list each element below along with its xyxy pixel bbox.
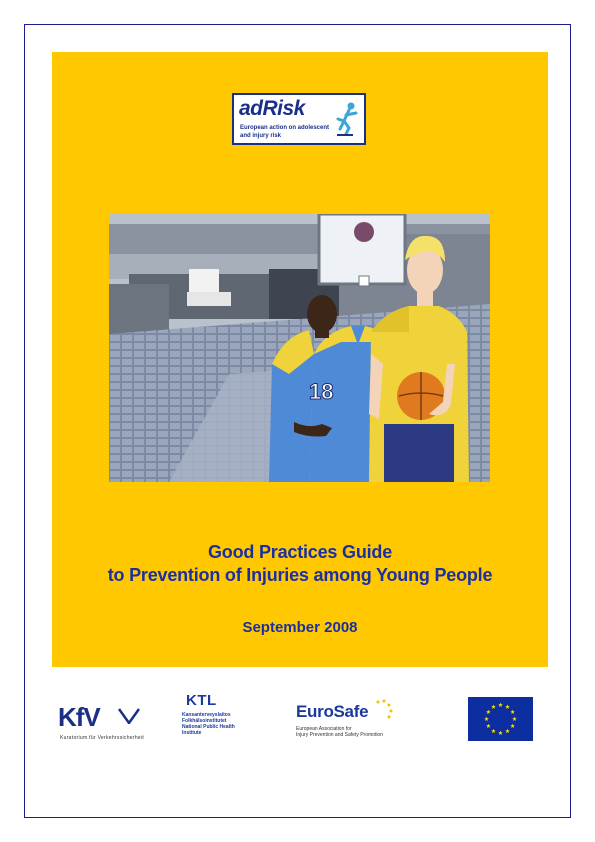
kfv-chevron-icon xyxy=(118,708,140,724)
guide-title xyxy=(52,541,548,587)
publication-date: September 2008 xyxy=(242,619,358,636)
kfv-logo xyxy=(58,702,145,742)
eu-star xyxy=(498,731,503,735)
eu-star xyxy=(491,704,496,708)
kfv-logo-mark: KfV xyxy=(58,702,100,732)
guide-title-line-2: to Prevention of Injuries among Young People xyxy=(107,565,493,585)
guide-title-line-1: Good Practices Guide xyxy=(207,542,393,562)
adrisk-logo xyxy=(232,93,366,145)
cover-panel xyxy=(52,52,548,667)
adrisk-logo-name: adRisk xyxy=(239,97,305,120)
ktl-logo xyxy=(182,692,240,744)
adrisk-logo-tagline: European action on adolescent and injury risk xyxy=(240,125,330,139)
eurosafe-logo-subline: European Association for Injury Prevention and Safety Promotion xyxy=(296,726,383,738)
eu-star xyxy=(510,710,515,714)
eu-star xyxy=(505,729,510,733)
eurosafe-logo-mark: EuroSafe xyxy=(296,702,369,721)
eu-star xyxy=(498,703,503,707)
jersey-number: 18 xyxy=(309,379,334,404)
cover-illustration xyxy=(109,214,490,482)
eu-star xyxy=(510,724,515,728)
eu-star xyxy=(486,724,491,728)
eurosafe-logo xyxy=(294,698,400,742)
eu-star xyxy=(505,704,510,708)
eurosafe-stars-icon xyxy=(372,698,394,724)
ktl-logo-mark: KTL xyxy=(186,692,217,709)
eu-star xyxy=(486,710,491,714)
eu-star xyxy=(484,717,489,721)
street-scene-illustration xyxy=(109,214,490,482)
eu-flag-icon xyxy=(468,697,533,741)
partner-logos xyxy=(0,690,595,750)
ktl-logo-lines: Kansanterveyslaitos Folkhälsoinstitutet National Public Health Institute xyxy=(182,712,235,736)
skateboarder-icon xyxy=(334,101,362,139)
eu-flag-stars xyxy=(468,697,533,741)
eu-star xyxy=(512,717,517,721)
kfv-logo-subline: Kuratorium für Verkehrssicherheit xyxy=(60,735,145,741)
eu-star xyxy=(491,729,496,733)
